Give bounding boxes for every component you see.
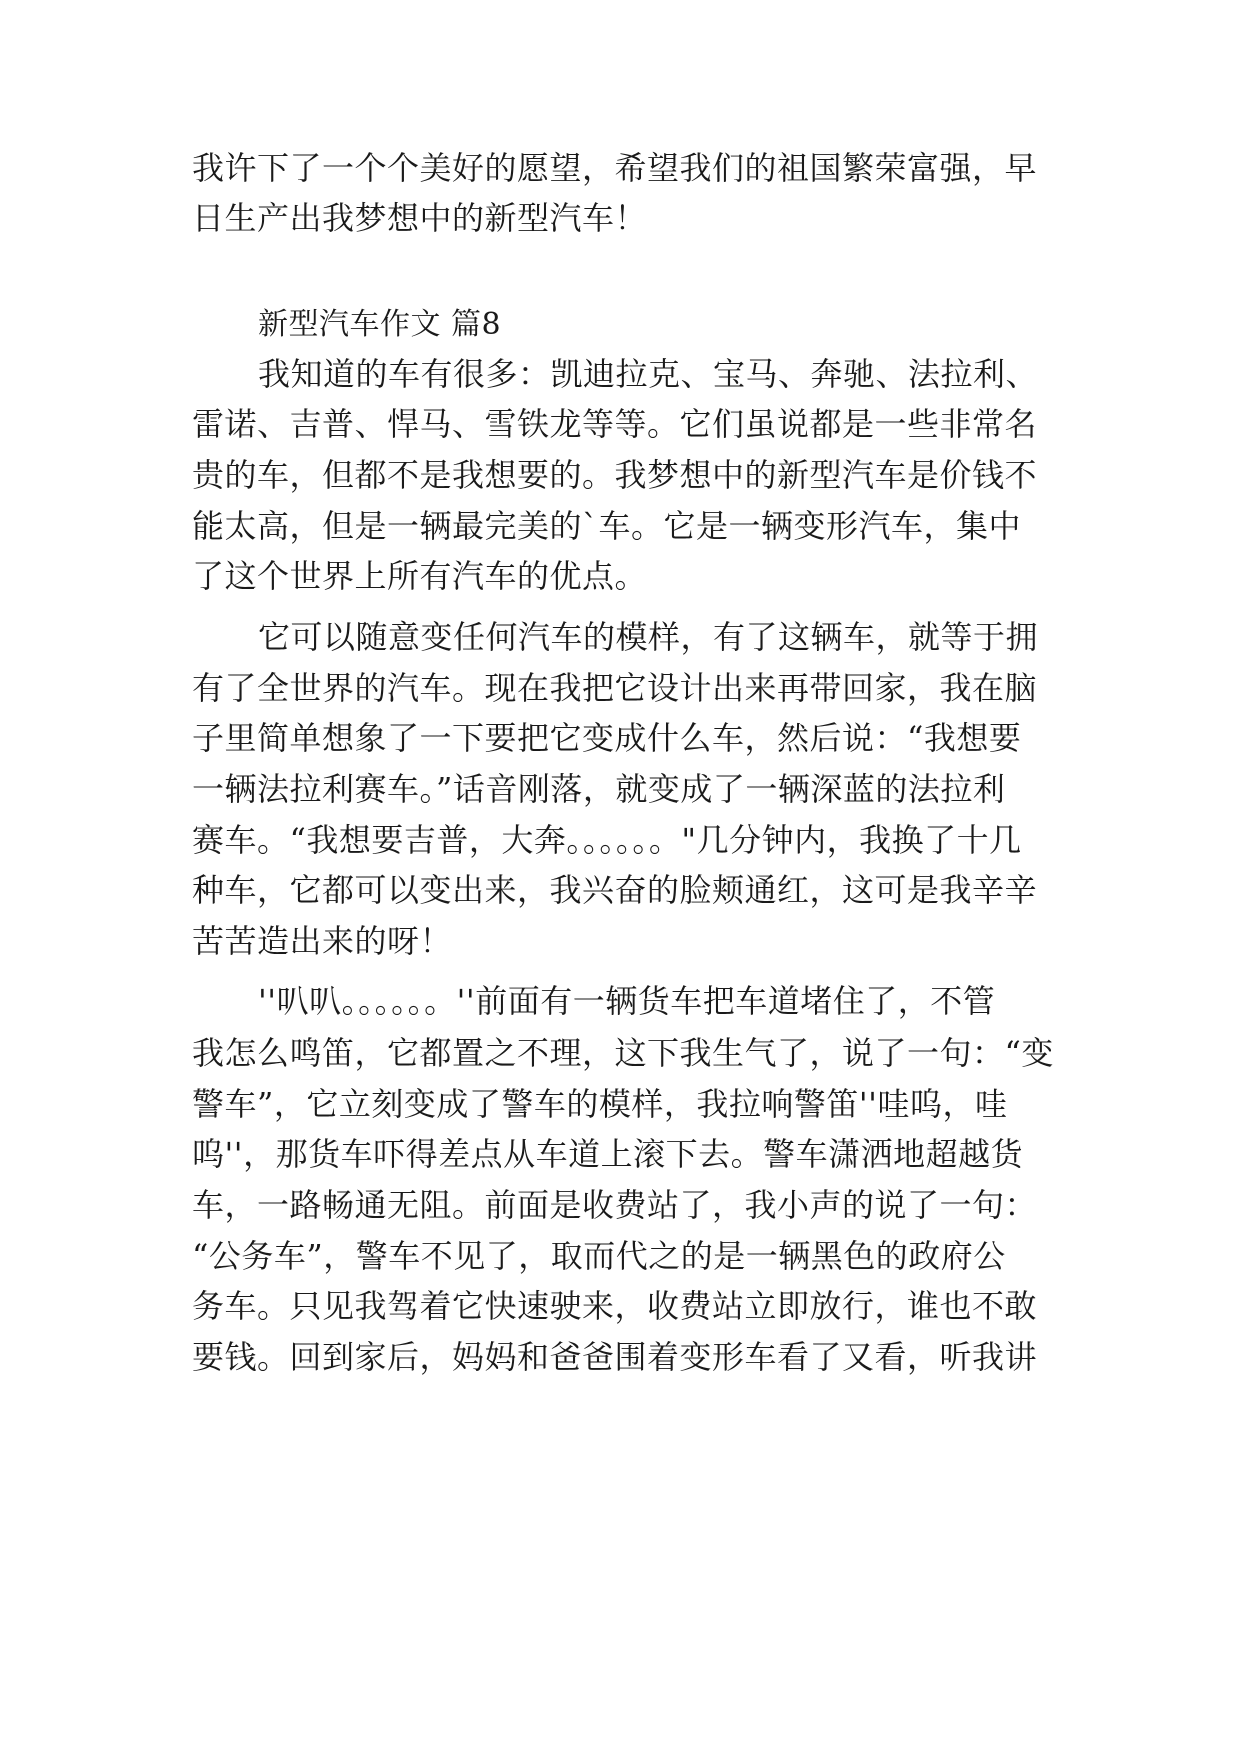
paragraph-3-line-5: 车，一路畅通无阻。前面是收费站了，我小声的说了一句： — [192, 1186, 1038, 1224]
paragraph-2-line-3: 子里简单想象了一下要把它变成什么车，然后说：“我想要 — [192, 719, 1022, 757]
paragraph-2-line-2: 有了全世界的汽车。现在我把它设计出来再带回家，我在脑 — [192, 669, 1038, 707]
paragraph-2-line-7: 苦苦造出来的呀！ — [192, 922, 453, 960]
paragraph-3-line-2: 我怎么鸣笛，它都置之不理，这下我生气了，说了一句：“变 — [192, 1034, 1054, 1072]
paragraph-1-line-1: 我知道的车有很多：凯迪拉克、宝马、奔驰、法拉利、 — [258, 355, 1039, 393]
paragraph-2-line-5: 赛车。“我想要吉普，大奔。。。。。。"几分钟内，我换了十几 — [192, 821, 1022, 859]
paragraph-3-line-8: 要钱。回到家后，妈妈和爸爸围着变形车看了又看，听我讲 — [192, 1338, 1038, 1376]
paragraph-3-line-7: 务车。只见我驾着它快速驶来，收费站立即放行，谁也不敢 — [192, 1287, 1038, 1325]
intro-line-1: 我许下了一个个美好的愿望，希望我们的祖国繁荣富强，早 — [192, 149, 1038, 187]
paragraph-3-line-4: 呜''，那货车吓得差点从车道上滚下去。警车潇洒地超越货 — [192, 1135, 1024, 1173]
intro-line-2: 日生产出我梦想中的新型汽车！ — [192, 199, 648, 237]
paragraph-1-line-4: 能太高，但是一辆最完美的`车。它是一辆变形汽车，集中 — [192, 507, 1022, 545]
paragraph-3-line-6: “公务车”，警车不见了，取而代之的是一辆黑色的政府公 — [192, 1237, 1006, 1275]
paragraph-2-line-6: 种车，它都可以变出来，我兴奋的脸颊通红，这可是我辛辛 — [192, 871, 1038, 909]
paragraph-2-line-1: 它可以随意变任何汽车的模样，有了这辆车，就等于拥 — [258, 618, 1039, 656]
paragraph-3-line-3: 警车”，它立刻变成了警车的模样，我拉响警笛''哇呜，哇 — [192, 1085, 1008, 1123]
paragraph-1-line-5: 了这个世界上所有汽车的优点。 — [192, 557, 648, 595]
paragraph-1-line-3: 贵的车，但都不是我想要的。我梦想中的新型汽车是价钱不 — [192, 456, 1038, 494]
section-title: 新型汽车作文 篇8 — [258, 307, 502, 342]
paragraph-2-line-4: 一辆法拉利赛车。”话音刚落，就变成了一辆深蓝的法拉利 — [192, 770, 1006, 808]
paragraph-1-line-2: 雷诺、吉普、悍马、雪铁龙等等。它们虽说都是一些非常名 — [192, 405, 1038, 443]
paragraph-3-line-1: ''叭叭。。。。。。''前面有一辆货车把车道堵住了，不管 — [258, 982, 996, 1020]
